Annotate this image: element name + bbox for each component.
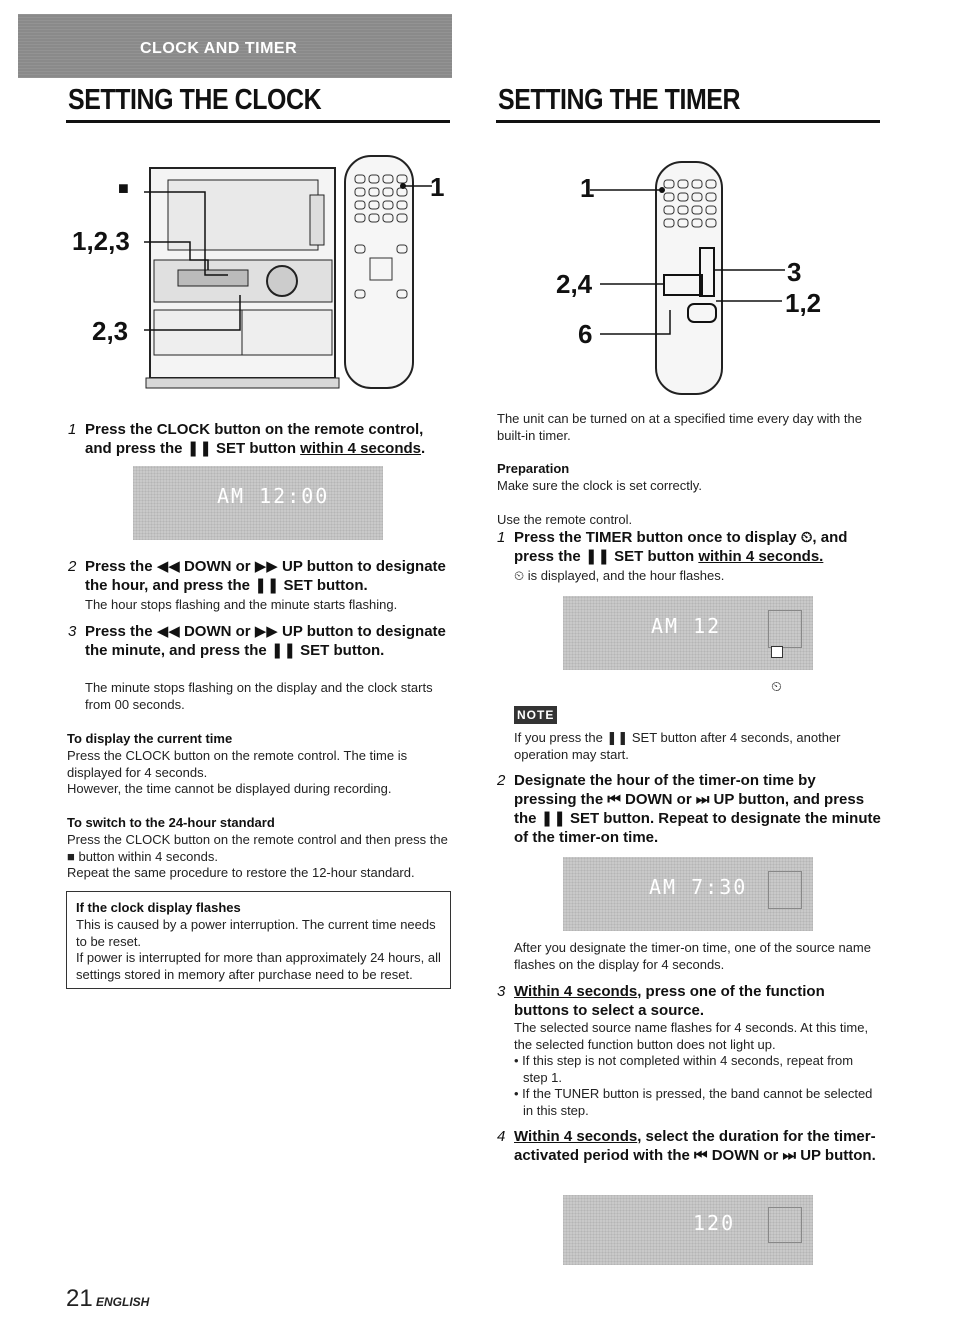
timer-note-body: If you press the ❚❚ SET button after 4 seconds, another operation may start. <box>514 730 841 762</box>
section-title: CLOCK AND TIMER <box>140 40 298 57</box>
clock-flash-heading: If the clock display flashes <box>76 900 241 915</box>
timer-step-3: 3 Within 4 seconds, press one of the function buttons to select a source. <box>497 983 825 1019</box>
timer-prep-body: Make sure the clock is set correctly. <box>497 478 702 493</box>
timer-display-2-text: AM 7:30 <box>649 875 748 899</box>
timer-display-3 <box>563 1195 813 1265</box>
timer-remote-note: Use the remote control. <box>497 512 633 527</box>
timer-step-1-desc: ⏲ is displayed, and the hour flashes. <box>514 568 725 583</box>
fig-label-stop: ■ <box>118 178 129 198</box>
display-side-panel-3 <box>768 1207 802 1243</box>
timer-prep-heading: Preparation <box>497 461 570 476</box>
timer-step-1: 1 Press the TIMER button once to display ⏲, and press the ❚❚ SET button within 4 seconds. <box>497 529 848 565</box>
page-number: 21 <box>66 1285 93 1312</box>
timer-step-4: 4 Within 4 seconds, select the duration for the timer-activated period with the ⏮ DOWN or ⏭ UP button. <box>497 1128 876 1164</box>
timer-step-2: 2 Designate the hour of the timer-on time by pressing the ⏮ DOWN or ⏭ UP button, and press the ❚❚ SET button. Repeat to designate the minute of the timer-on time. <box>497 772 881 846</box>
clock-title-rule <box>66 120 450 123</box>
clock-flash-box <box>66 891 451 989</box>
timer-display-1 <box>563 596 813 670</box>
timer-fig-label-24: 2,4 <box>556 269 593 299</box>
fig-label-1: 1 <box>430 172 445 202</box>
timer-title: SETTING THE TIMER <box>498 84 741 116</box>
timer-title-rule <box>496 120 880 123</box>
timer-fig-label-12: 1,2 <box>785 288 822 318</box>
page-language: ENGLISH <box>96 1295 150 1309</box>
timer-display-1-text: AM 12 <box>651 614 722 638</box>
switch-24-heading: To switch to the 24-hour standard <box>67 815 275 830</box>
section-header-bar <box>18 14 452 78</box>
display-current-heading: To display the current time <box>67 731 233 746</box>
remote-illustration <box>560 150 860 400</box>
display-current-body: Press the CLOCK button on the remote control. The time is displayed for 4 seconds. However, the time cannot be displayed during recording. <box>67 748 408 796</box>
timer-step-3-bullet-2: • If the TUNER button is pressed, the band cannot be selected in this step. <box>514 1086 873 1118</box>
timer-fig-label-6: 6 <box>578 319 593 349</box>
timer-indicator <box>771 646 783 658</box>
fig-label-23: 2,3 <box>92 316 129 346</box>
clock-step-2-desc: The hour stops flashing and the minute starts flashing. <box>85 597 398 612</box>
fig-label-123: 1,2,3 <box>72 226 130 256</box>
clock-step-3-desc: The minute stops flashing on the display and the clock starts from 00 seconds. <box>85 680 433 712</box>
clock-step-1: 1 Press the CLOCK button on the remote control, and press the ❚❚ SET button within 4 seconds. <box>68 421 426 457</box>
timer-symbol-label: ⏲ <box>771 678 782 694</box>
clock-step-2: 2 Press the ◀◀ DOWN or ▶▶ UP button to designate the hour, and press the ❚❚ SET button. <box>68 558 446 594</box>
clock-title: SETTING THE CLOCK <box>68 84 322 116</box>
timer-step-2-desc: After you designate the timer-on time, one of the source name flashes on the display for 4 seconds. <box>514 940 871 972</box>
note-tag: NOTE <box>514 706 557 724</box>
clock-display-1-text: AM 12:00 <box>217 484 330 508</box>
clock-display-1 <box>133 466 383 540</box>
clock-step-3: 3 Press the ◀◀ DOWN or ▶▶ UP button to designate the minute, and press the ❚❚ SET button. <box>68 623 446 659</box>
timer-display-3-text: 120 <box>693 1211 736 1235</box>
clock-flash-body: This is caused by a power interruption. The current time needs to be reset. If power is interrupted for more than approximately 24 hours, all settings stored in memory after purchase need to be reset. <box>76 917 441 982</box>
timer-fig-label-1: 1 <box>580 173 595 203</box>
display-side-panel-2 <box>768 871 802 909</box>
timer-intro: The unit can be turned on at a specified time every day with the built-in timer. <box>497 411 862 443</box>
timer-fig-label-3: 3 <box>787 257 802 287</box>
timer-step-3-desc: The selected source name flashes for 4 seconds. At this time, the selected function button does not light up. <box>514 1020 869 1052</box>
switch-24-body: Press the CLOCK button on the remote control and then press the ■ button within 4 seconds. Repeat the same procedure to restore the 12-hour standard. <box>67 832 448 880</box>
display-side-panel <box>768 610 802 648</box>
timer-step-3-bullet-1: • If this step is not completed within 4 seconds, repeat from step 1. <box>514 1053 854 1085</box>
timer-display-2 <box>563 857 813 931</box>
